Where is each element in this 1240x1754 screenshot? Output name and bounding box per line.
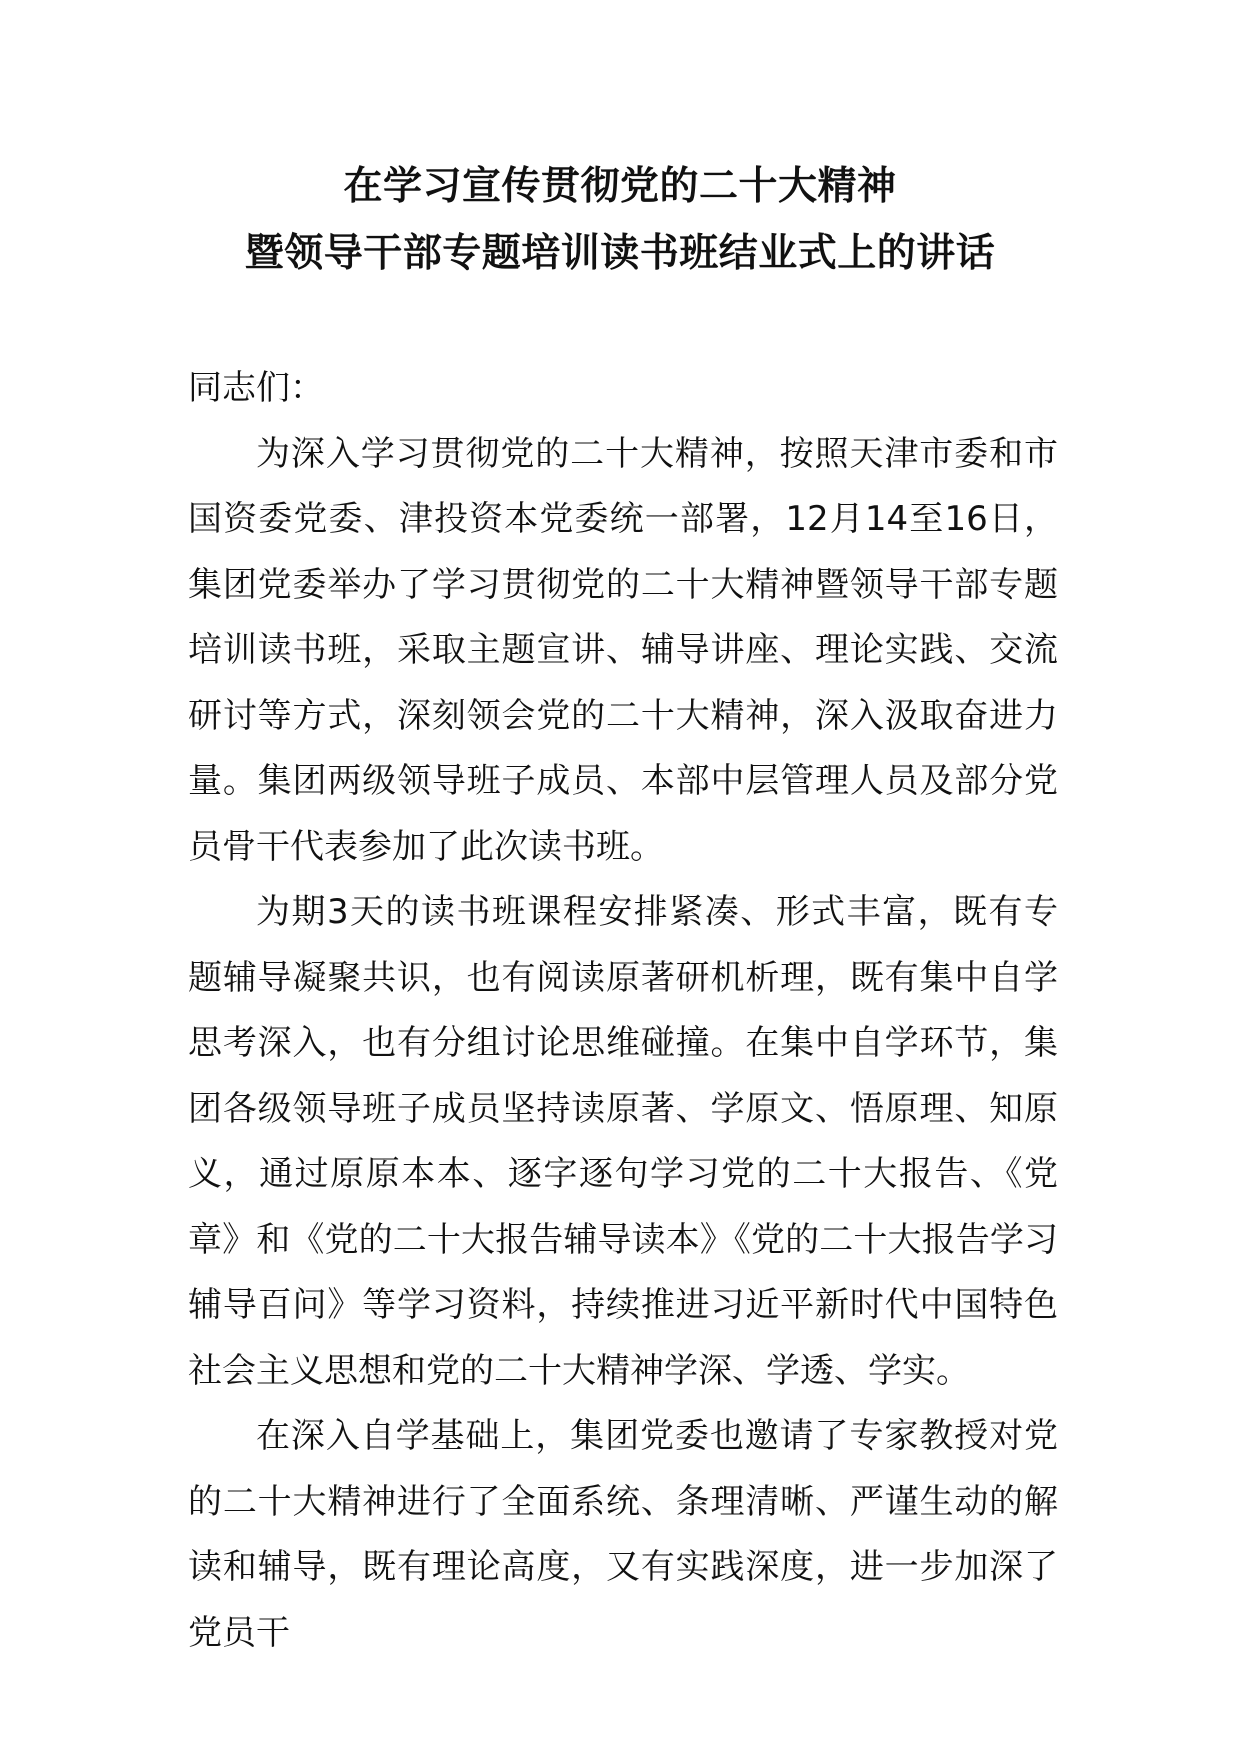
paragraph-1: 为深入学习贯彻党的二十大精神，按照天津市委和市国资委党委、津投资本党委统一部署，12月14至16日，集团党委举办了学习贯彻党的二十大精神暨领导干部专题培训读书班，采取主题宣讲、辅导讲座、理论实践、交流研讨等方式，深刻领会党的二十大精神，深入汲取奋进力量。集团两级领导班子成员、本部中层管理人员及部分党员骨干代表参加了此次读书班。 — [188, 433, 1058, 867]
paragraph-2: 为期3天的读书班课程安排紧凑、形式丰富，既有专题辅导凝聚共识，也有阅读原著研机析理，既有集中自学思考深入，也有分组讨论思维碰撞。在集中自学环节，集团各级领导班子成员坚持读原著、学原文、悟原理、知原义，通过原原本本、逐字逐句学习党的二十大报告、《党章》和《党的二十大报告辅导读本》《党的二十大报告学习辅导百问》等学习资料，持续推进习近平新时代中国特色社会主义思想和党的二十大精神学深、学透、学实。 — [188, 892, 1058, 1391]
document-title-line-2: 暨领导干部专题培训读书班结业式上的讲话 — [244, 230, 996, 276]
salutation: 同志们： — [188, 368, 324, 408]
document-body — [188, 356, 1058, 1666]
document-title-line-1: 在学习宣传贯彻党的二十大精神 — [343, 163, 897, 209]
paragraph-3: 在深入自学基础上，集团党委也邀请了专家教授对党的二十大精神进行了全面系统、条理清晰、严谨生动的解读和辅导，既有理论高度，又有实践深度，进一步加深了党员干 — [188, 1416, 1058, 1653]
